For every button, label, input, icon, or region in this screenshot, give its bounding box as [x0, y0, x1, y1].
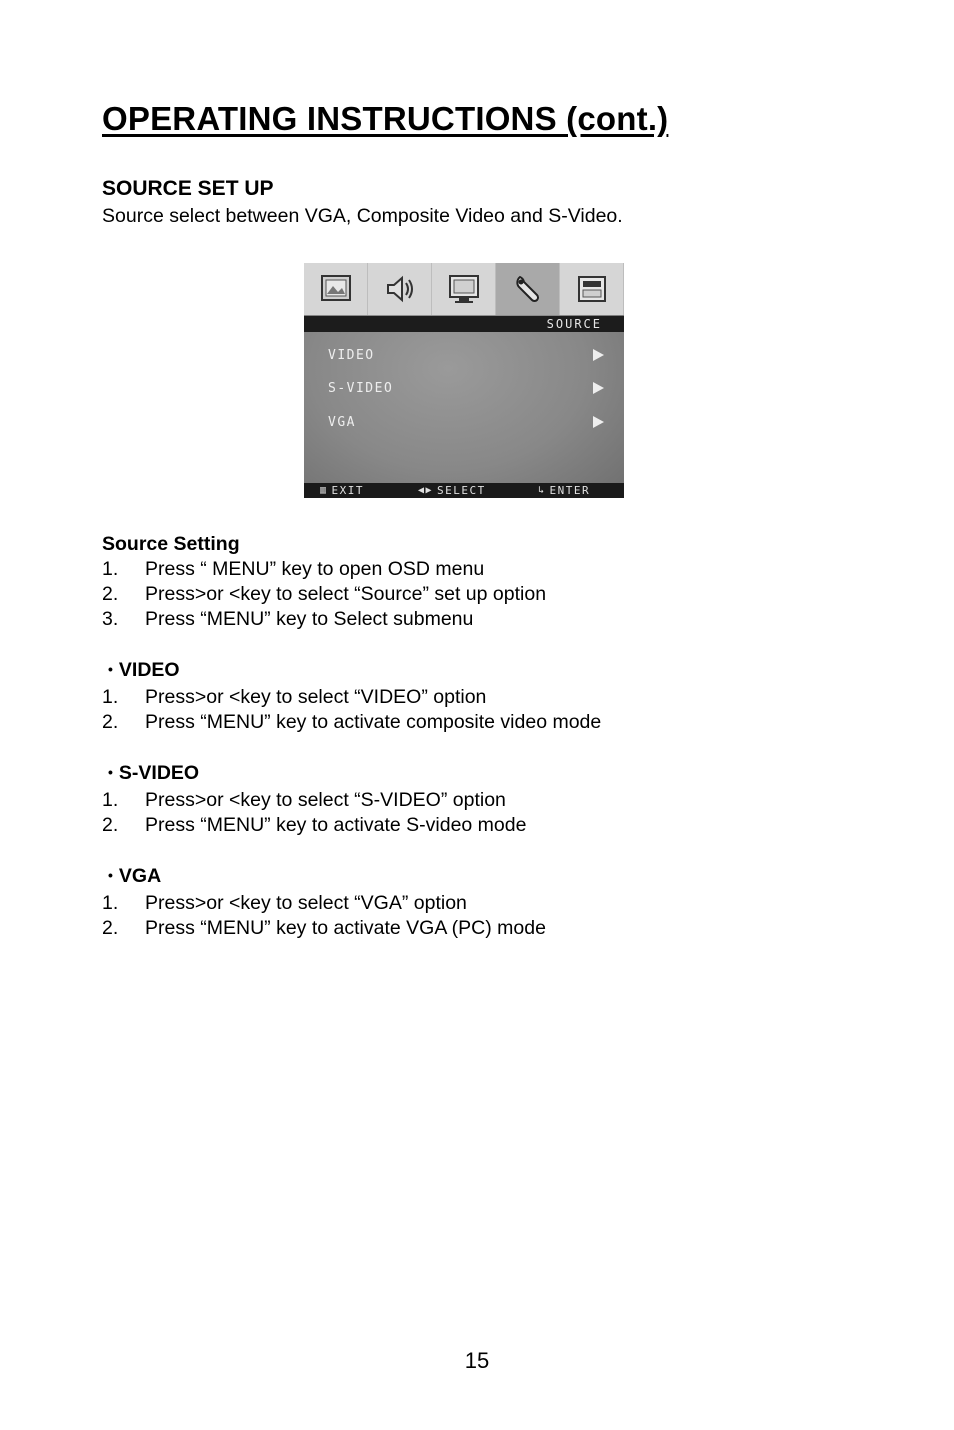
list-item: 1. Press>or <key to select “VIDEO” option	[102, 686, 487, 708]
list-item: 1. Press>or <key to select “VGA” option	[102, 892, 467, 914]
arrow-right-icon	[593, 349, 604, 361]
osd-item-s-video[interactable]: S-VIDEO	[328, 381, 394, 396]
list-item: 1. Press “ MENU” key to open OSD menu	[102, 558, 485, 580]
menu-key-icon: ▥	[320, 485, 328, 496]
osd-menu-screenshot	[304, 263, 624, 498]
list-item: 2. Press “MENU” key to activate S-video mode	[102, 814, 527, 836]
enter-icon: ↳	[538, 485, 546, 496]
bullet-icon: •	[108, 661, 113, 677]
page-title: OPERATING INSTRUCTIONS (cont.)	[102, 100, 669, 137]
list-item: 3. Press “MENU” key to Select submenu	[102, 608, 474, 630]
left-right-icon: ◀▶	[418, 485, 434, 496]
audio-icon	[368, 263, 432, 315]
bullet-icon: •	[108, 764, 113, 780]
video-heading: • VIDEO	[108, 659, 180, 681]
list-item: 2. Press “MENU” key to activate composite video mode	[102, 711, 602, 733]
osd-item-vga[interactable]: VGA	[328, 415, 356, 430]
source-setting-heading: Source Setting	[102, 533, 240, 555]
list-item: 2. Press “MENU” key to activate VGA (PC) mode	[102, 917, 546, 939]
intro-text: Source select between VGA, Composite Video and S-Video.	[102, 205, 623, 227]
vga-heading: • VGA	[108, 865, 162, 887]
bullet-icon: •	[108, 867, 113, 883]
list-item: 2. Press>or <key to select “Source” set up option	[102, 583, 547, 605]
osd-settings-icon	[560, 263, 624, 315]
s-video-heading: • S-VIDEO	[108, 762, 200, 784]
footer-exit: EXIT	[331, 484, 365, 497]
osd-item-video[interactable]: VIDEO	[328, 348, 375, 363]
section-title: SOURCE SET UP	[102, 177, 274, 200]
osd-header-bar	[304, 316, 624, 332]
arrow-right-icon	[593, 416, 604, 428]
footer-enter: ENTER	[549, 484, 591, 497]
list-item: 1. Press>or <key to select “S-VIDEO” option	[102, 789, 506, 811]
osd-header-label: SOURCE	[546, 317, 602, 331]
display-icon	[432, 263, 496, 315]
setup-wrench-icon	[496, 263, 560, 315]
footer-select: SELECT	[437, 484, 486, 497]
page-number: 15	[464, 1348, 490, 1373]
picture-icon	[304, 263, 368, 315]
osd-footer	[304, 483, 624, 498]
arrow-right-icon	[593, 382, 604, 394]
osd-icon-row	[304, 263, 624, 315]
